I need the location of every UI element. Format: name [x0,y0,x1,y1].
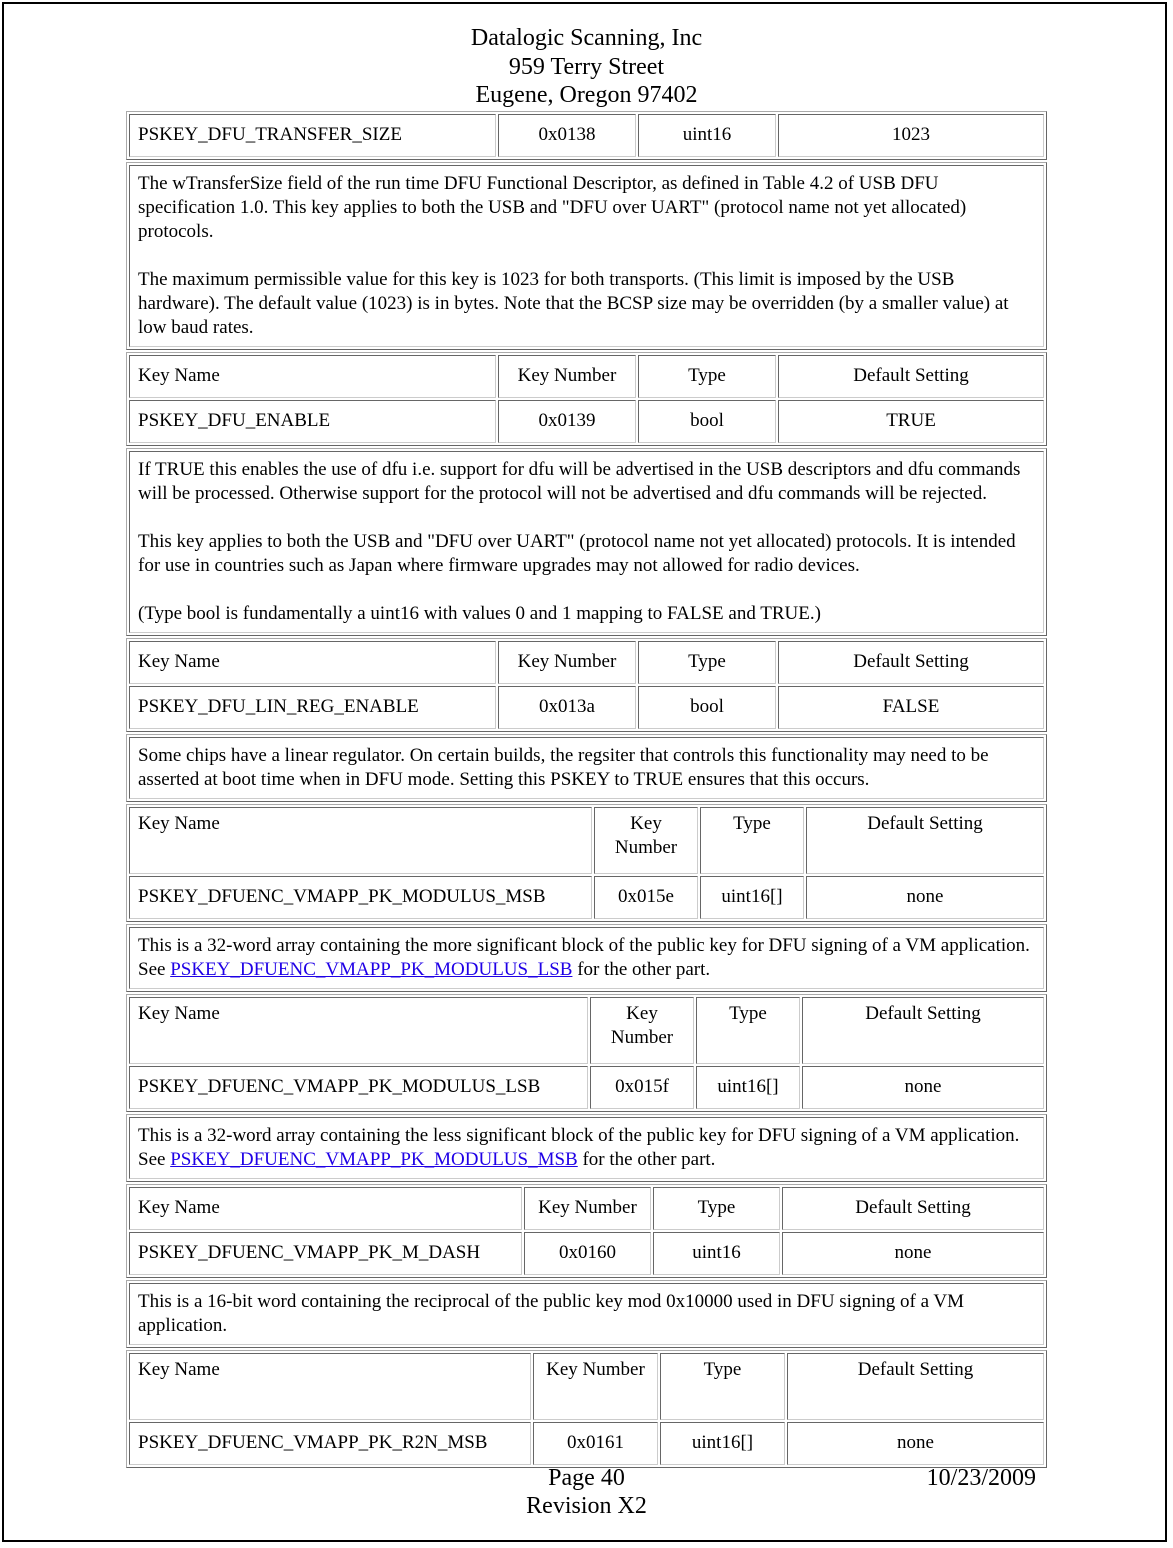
pskey-description [126,448,1047,636]
column-header-row [129,1187,1044,1230]
header-key-number: Key Number [524,1187,651,1230]
key-name: PSKEY_DFUENC_VMAPP_PK_R2N_MSB [129,1422,531,1465]
description-paragraph: Some chips have a linear regulator. On certain builds, the regsiter that controls this functionality may need to be asserted at boot time when in DFU mode. Setting this PSKEY to TRUE ensures that this occurs. [138,745,989,790]
pskey-value-row [129,686,1044,729]
key-number: 0x015f [590,1066,694,1109]
pskey-table [126,1184,1047,1278]
header-default-setting: Default Setting [782,1187,1044,1230]
description-paragraph: The wTransferSize field of the run time DFU Functional Descriptor, as defined in Table 4.2 of USB DFU specification 1.0. This key applies to both the USB and "DFU over UART" (protocol name not yet allocated) protocols. [138,173,967,242]
header-default-setting: Default Setting [787,1353,1044,1420]
key-number: 0x015e [594,876,698,919]
pskey-description [126,1280,1047,1348]
pskey-link-modulus-lsb[interactable]: PSKEY_DFUENC_VMAPP_PK_MODULUS_LSB [170,959,573,980]
pskey-value-row [129,1422,1044,1465]
revision: Revision X2 [526,1493,647,1519]
description-paragraph: (Type bool is fundamentally a uint16 with values 0 and 1 mapping to FALSE and TRUE.) [138,603,821,624]
company-street: 959 Terry Street [508,53,665,80]
pskey-description [126,734,1047,802]
key-default: FALSE [778,686,1044,729]
pskey-document [126,111,1047,1468]
key-name: PSKEY_DFUENC_VMAPP_PK_M_DASH [129,1232,522,1275]
description-paragraph: This is a 16-bit word containing the reciprocal of the public key mod 0x10000 used in DFU signing of a VM application. [138,1291,965,1336]
header-type: Type [660,1353,785,1420]
header-default-setting: Default Setting [806,807,1044,874]
key-default: none [782,1232,1044,1275]
key-number: 0x0160 [524,1232,651,1275]
header-type: Type [653,1187,780,1230]
header-type: Type [696,997,800,1064]
column-header-row [129,641,1044,684]
column-header-row [129,355,1044,398]
description-paragraph: This key applies to both the USB and "DFU over UART" (protocol name not yet allocated) protocols. It is intended for use in countries such as Japan where firmware upgrades may not allowed for radio devices. [138,531,1016,576]
pskey-table [126,1350,1047,1468]
key-name: PSKEY_DFU_TRANSFER_SIZE [129,114,496,157]
description-paragraph: This is a 32-word array containing the more significant block of the public key for DFU signing of a VM application. See PSKEY_DFUENC_VMAPP_PK_MODULUS_LSB for the other part. [138,935,1030,980]
pskey-value-row [129,876,1044,919]
header-key-name: Key Name [129,997,588,1064]
description-paragraph: This is a 32-word array containing the less significant block of the public key for DFU signing of a VM application. See PSKEY_DFUENC_VMAPP_PK_MODULUS_MSB for the other part. [138,1125,1020,1170]
key-name: PSKEY_DFUENC_VMAPP_PK_MODULUS_MSB [129,876,592,919]
pskey-table [126,994,1047,1112]
page-number: Page 40 [548,1465,625,1491]
header-type: Type [638,355,776,398]
key-number: 0x0138 [498,114,636,157]
description-paragraph: If TRUE this enables the use of dfu i.e. support for dfu will be advertised in the USB descriptors and dfu commands will be processed. Otherwise support for the protocol will not be advertised and dfu commands will be rejected. [138,459,1021,504]
column-header-row [129,1353,1044,1420]
header-key-name: Key Name [129,1187,522,1230]
footer-date: 10/23/2009 [926,1465,1036,1491]
pskey-value-row [129,1066,1044,1109]
key-type: uint16[] [700,876,804,919]
header-type: Type [700,807,804,874]
key-name: PSKEY_DFU_LIN_REG_ENABLE [129,686,496,729]
header-key-name: Key Name [129,641,496,684]
key-number: 0x0139 [498,400,636,443]
company-city: Eugene, Oregon 97402 [475,82,698,108]
key-default: none [787,1422,1044,1465]
column-header-row [129,807,1044,874]
header-key-number: Key Number [594,807,698,874]
pskey-table [126,111,1047,160]
key-type: uint16 [638,114,776,157]
pskey-table [126,352,1047,446]
pskey-link-modulus-msb[interactable]: PSKEY_DFUENC_VMAPP_PK_MODULUS_MSB [170,1149,578,1170]
header-key-number: Key Number [590,997,694,1064]
company-name: Datalogic Scanning, Inc [470,25,703,51]
key-default: none [806,876,1044,919]
pskey-description [126,162,1047,350]
header-default-setting: Default Setting [802,997,1044,1064]
pskey-value-row [129,1232,1044,1275]
column-header-row [129,997,1044,1064]
header-key-number: Key Number [498,355,636,398]
pskey-description [126,924,1047,992]
page-header [0,24,1173,110]
key-name: PSKEY_DFUENC_VMAPP_PK_MODULUS_LSB [129,1066,588,1109]
header-default-setting: Default Setting [778,355,1044,398]
key-type: uint16 [653,1232,780,1275]
header-type: Type [638,641,776,684]
key-type: bool [638,400,776,443]
pskey-value-row [129,400,1044,443]
header-key-name: Key Name [129,807,592,874]
header-key-number: Key Number [533,1353,658,1420]
header-key-number: Key Number [498,641,636,684]
description-paragraph: The maximum permissible value for this key is 1023 for both transports. (This limit is imposed by the USB hardware). The default value (1023) is in bytes. Note that the BCSP size may be overridden (by a smaller value) at low baud rates. [138,269,1009,338]
key-type: bool [638,686,776,729]
key-number: 0x0161 [533,1422,658,1465]
header-key-name: Key Name [129,355,496,398]
header-default-setting: Default Setting [778,641,1044,684]
key-name: PSKEY_DFU_ENABLE [129,400,496,443]
header-key-name: Key Name [129,1353,531,1420]
key-default: none [802,1066,1044,1109]
key-default: TRUE [778,400,1044,443]
pskey-value-row [129,114,1044,157]
key-type: uint16[] [660,1422,785,1465]
key-number: 0x013a [498,686,636,729]
key-default: 1023 [778,114,1044,157]
pskey-table [126,804,1047,922]
pskey-table [126,638,1047,732]
key-type: uint16[] [696,1066,800,1109]
pskey-description [126,1114,1047,1182]
